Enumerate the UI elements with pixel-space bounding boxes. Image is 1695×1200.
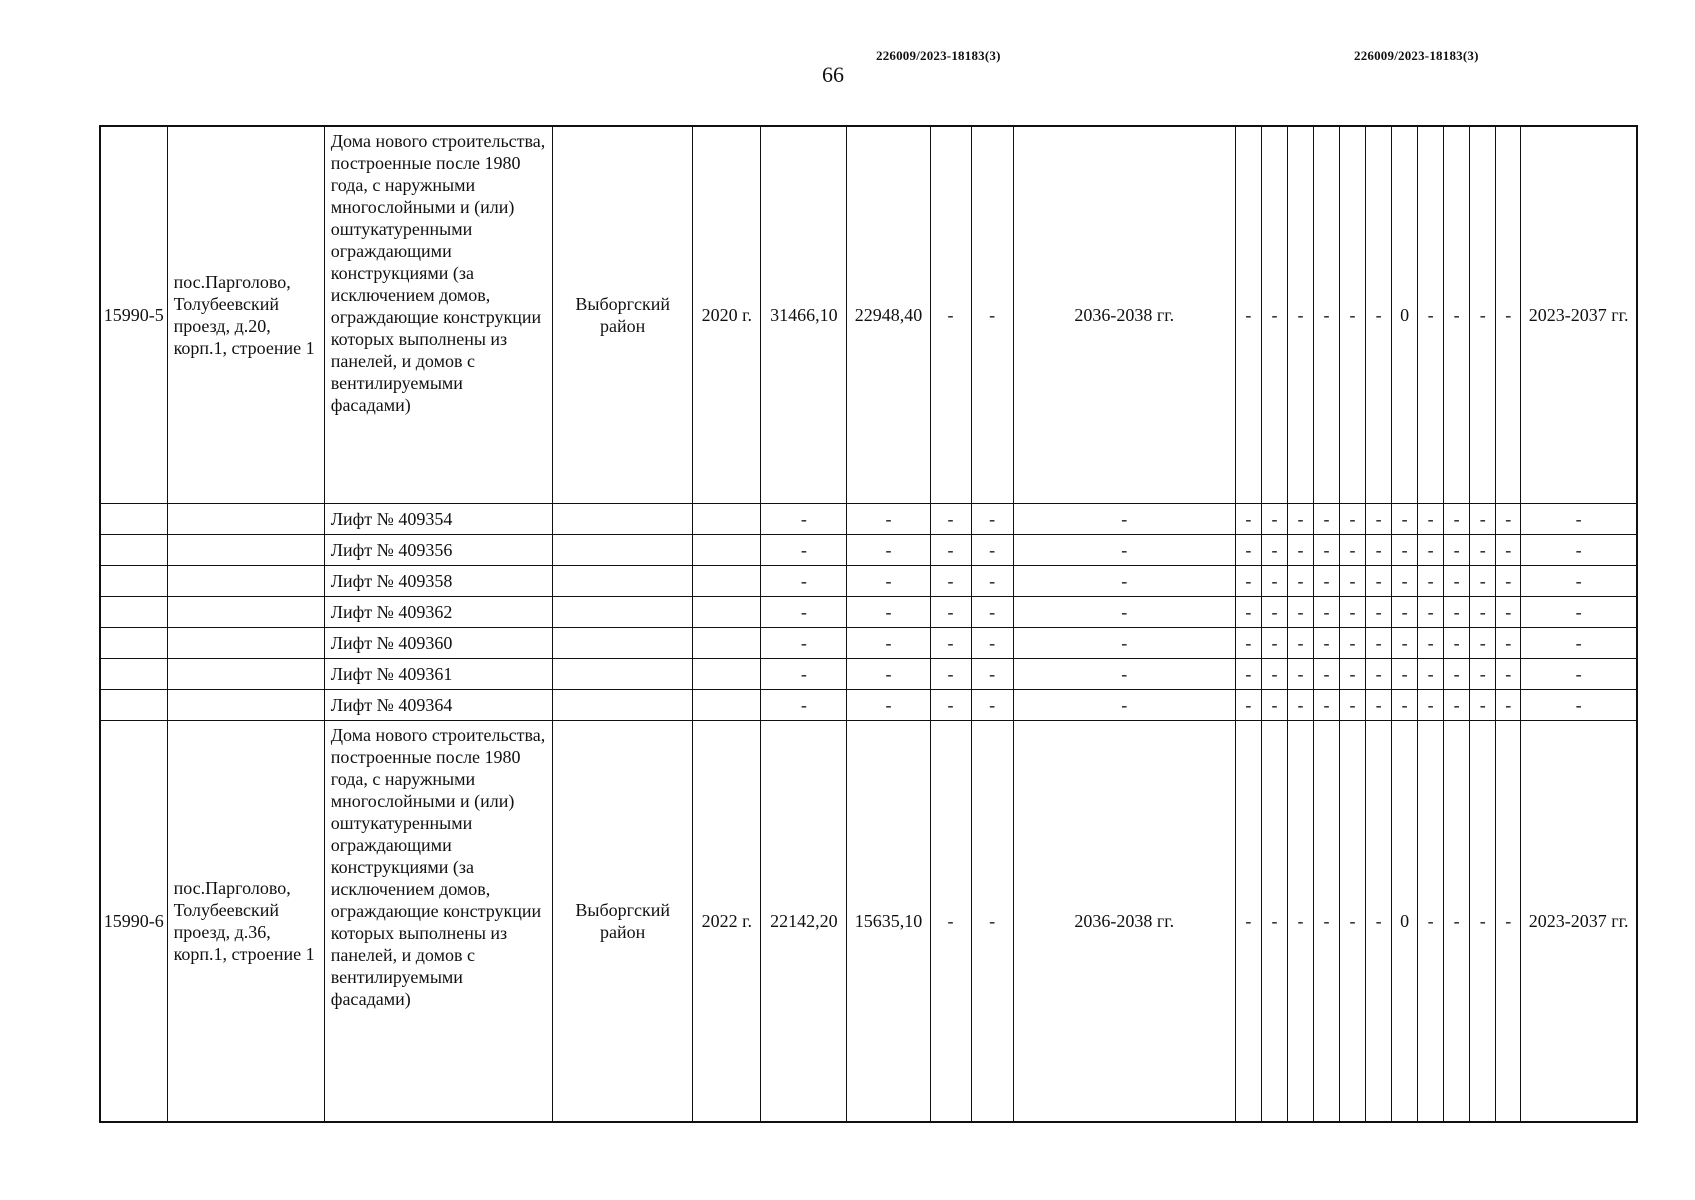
cell: -	[1521, 596, 1637, 627]
cell: -	[1013, 627, 1235, 658]
building-district: Выборгский район	[553, 126, 693, 503]
cell: -	[1444, 534, 1470, 565]
cell: -	[1470, 658, 1496, 689]
cell: -	[1392, 534, 1418, 565]
cell: -	[1418, 720, 1444, 1122]
lift-name: Лифт № 409364	[324, 689, 552, 720]
cell: -	[1470, 534, 1496, 565]
cell: -	[1013, 596, 1235, 627]
cell	[693, 565, 761, 596]
cell: -	[1521, 565, 1637, 596]
building-address: пос.Парголово, Толубеевский проезд, д.20, корп.1, строение 1	[167, 126, 324, 503]
building-description: Дома нового строительства, построенные после 1980 года, с наружными многослойными и (или) оштукатуренными ограждающими конструкциями (за исключением домов, ограждающие конструкции которых выполнены из панелей, и домов с вентилируемыми фасадами)	[324, 126, 552, 503]
cell	[100, 596, 167, 627]
table-row	[100, 503, 1637, 534]
cell: -	[1235, 503, 1261, 534]
document-number-right: 226009/2023-18183(3)	[1354, 48, 1479, 63]
table-row	[100, 596, 1637, 627]
cell: -	[1340, 503, 1366, 534]
cell: -	[930, 658, 971, 689]
cell: -	[1261, 720, 1287, 1122]
cell	[693, 658, 761, 689]
cell: -	[1366, 627, 1392, 658]
cell: -	[1340, 534, 1366, 565]
cell: -	[1314, 689, 1340, 720]
cell	[553, 596, 693, 627]
cell: -	[1013, 689, 1235, 720]
cell	[100, 503, 167, 534]
cell: -	[1496, 627, 1521, 658]
cell: -	[847, 658, 930, 689]
cell: -	[1366, 503, 1392, 534]
building-area-total: 22142,20	[761, 720, 847, 1122]
cell: -	[1496, 565, 1521, 596]
cell: -	[1444, 627, 1470, 658]
cell: -	[1521, 503, 1637, 534]
cell	[167, 534, 324, 565]
cell: -	[1496, 126, 1521, 503]
cell	[693, 534, 761, 565]
building-description: Дома нового строительства, построенные после 1980 года, с наружными многослойными и (или) оштукатуренными ограждающими конструкциями (за исключением домов, ограждающие конструкции которых выполнены из панелей, и домов с вентилируемыми фасадами)	[324, 720, 552, 1122]
cell: -	[1521, 534, 1637, 565]
cell: -	[1261, 534, 1287, 565]
cell: -	[1496, 658, 1521, 689]
cell	[553, 503, 693, 534]
cell	[693, 627, 761, 658]
cell: -	[971, 720, 1013, 1122]
cell: -	[930, 534, 971, 565]
cell: -	[1235, 596, 1261, 627]
cell: -	[1314, 596, 1340, 627]
cell: -	[1314, 126, 1340, 503]
cell: -	[847, 689, 930, 720]
building-term: 2023-2037 гг.	[1521, 126, 1637, 503]
cell: -	[1521, 689, 1637, 720]
cell: -	[1418, 689, 1444, 720]
cell	[167, 627, 324, 658]
cell: -	[930, 627, 971, 658]
page-number: 66	[822, 62, 844, 87]
building-area-living: 15635,10	[847, 720, 930, 1122]
cell: -	[761, 689, 847, 720]
cell: -	[1013, 503, 1235, 534]
cell	[167, 658, 324, 689]
cell: -	[761, 565, 847, 596]
document-number-left: 226009/2023-18183(3)	[876, 48, 1001, 63]
cell: -	[1470, 503, 1496, 534]
cell	[553, 689, 693, 720]
lift-name: Лифт № 409361	[324, 658, 552, 689]
cell: -	[1314, 720, 1340, 1122]
cell: -	[1340, 627, 1366, 658]
cell: -	[1261, 627, 1287, 658]
cell: -	[761, 534, 847, 565]
cell: -	[1314, 534, 1340, 565]
cell: -	[1418, 658, 1444, 689]
cell: -	[1392, 658, 1418, 689]
cell: -	[1444, 689, 1470, 720]
cell: -	[1444, 565, 1470, 596]
table-row	[100, 720, 1637, 1122]
cell: -	[1235, 565, 1261, 596]
cell: -	[1392, 596, 1418, 627]
cell: -	[1340, 689, 1366, 720]
cell: -	[1444, 658, 1470, 689]
cell: -	[1287, 689, 1313, 720]
table-row	[100, 658, 1637, 689]
cell: -	[1314, 627, 1340, 658]
cell: -	[1521, 627, 1637, 658]
cell: -	[1444, 126, 1470, 503]
building-address: пос.Парголово, Толубеевский проезд, д.36, корп.1, строение 1	[167, 720, 324, 1122]
cell: -	[930, 503, 971, 534]
cell: -	[1261, 126, 1287, 503]
building-year: 2020 г.	[693, 126, 761, 503]
cell: -	[1287, 627, 1313, 658]
cell: -	[1418, 565, 1444, 596]
building-term: 2023-2037 гг.	[1521, 720, 1637, 1122]
building-area-living: 22948,40	[847, 126, 930, 503]
cell: -	[930, 596, 971, 627]
table-row	[100, 534, 1637, 565]
cell: -	[761, 596, 847, 627]
cell: -	[1496, 689, 1521, 720]
cell: -	[1470, 596, 1496, 627]
cell: -	[1418, 627, 1444, 658]
cell: -	[971, 126, 1013, 503]
cell: -	[930, 126, 971, 503]
cell	[553, 627, 693, 658]
cell	[693, 503, 761, 534]
cell: -	[1444, 720, 1470, 1122]
cell: -	[1418, 596, 1444, 627]
cell: -	[1418, 534, 1444, 565]
cell: -	[847, 534, 930, 565]
cell: -	[1235, 534, 1261, 565]
table-row	[100, 565, 1637, 596]
cell: -	[1470, 565, 1496, 596]
cell: -	[761, 658, 847, 689]
cell: -	[847, 503, 930, 534]
cell: -	[761, 503, 847, 534]
table-row	[100, 126, 1637, 503]
cell: -	[1261, 503, 1287, 534]
cell: -	[1340, 565, 1366, 596]
lift-name: Лифт № 409360	[324, 627, 552, 658]
cell	[100, 534, 167, 565]
cell: -	[1287, 565, 1313, 596]
cell: -	[971, 565, 1013, 596]
cell	[693, 596, 761, 627]
cell: -	[1013, 565, 1235, 596]
cell: -	[1366, 658, 1392, 689]
cell: -	[971, 658, 1013, 689]
cell	[167, 565, 324, 596]
cell: -	[1366, 720, 1392, 1122]
cell: -	[1521, 658, 1637, 689]
cell: 0	[1392, 126, 1418, 503]
cell: -	[1314, 565, 1340, 596]
cell: -	[930, 689, 971, 720]
cell: -	[1496, 534, 1521, 565]
cell: -	[1340, 720, 1366, 1122]
cell: -	[1340, 126, 1366, 503]
cell: -	[1392, 565, 1418, 596]
cell	[693, 689, 761, 720]
cell: -	[1235, 689, 1261, 720]
cell: -	[1392, 503, 1418, 534]
cell: 0	[1392, 720, 1418, 1122]
building-district: Выборгский район	[553, 720, 693, 1122]
cell: -	[1287, 534, 1313, 565]
table-row	[100, 689, 1637, 720]
cell: -	[1496, 503, 1521, 534]
cell	[553, 565, 693, 596]
cell: -	[1418, 503, 1444, 534]
cell: -	[1013, 534, 1235, 565]
building-area-total: 31466,10	[761, 126, 847, 503]
cell: -	[1287, 126, 1313, 503]
cell: -	[847, 627, 930, 658]
cell: -	[1470, 720, 1496, 1122]
cell: -	[1261, 596, 1287, 627]
cell: -	[1235, 658, 1261, 689]
cell	[100, 565, 167, 596]
cell: -	[1392, 689, 1418, 720]
table-row	[100, 627, 1637, 658]
building-id: 15990-6	[100, 720, 167, 1122]
cell: -	[1235, 126, 1261, 503]
building-year: 2022 г.	[693, 720, 761, 1122]
cell: -	[1261, 689, 1287, 720]
cell: -	[1314, 503, 1340, 534]
cell: -	[1366, 689, 1392, 720]
cell: -	[1340, 658, 1366, 689]
cell	[553, 658, 693, 689]
cell	[100, 627, 167, 658]
lift-name: Лифт № 409356	[324, 534, 552, 565]
cell: -	[847, 565, 930, 596]
cell: -	[1235, 627, 1261, 658]
cell	[167, 689, 324, 720]
cell: -	[971, 627, 1013, 658]
cell: -	[971, 596, 1013, 627]
cell: -	[761, 627, 847, 658]
lift-name: Лифт № 409354	[324, 503, 552, 534]
cell: -	[930, 565, 971, 596]
cell: -	[1287, 503, 1313, 534]
cell: -	[1392, 627, 1418, 658]
cell: -	[1287, 658, 1313, 689]
housing-table	[99, 125, 1638, 1123]
cell	[167, 503, 324, 534]
cell: -	[1366, 126, 1392, 503]
cell: -	[1470, 689, 1496, 720]
cell: -	[1287, 720, 1313, 1122]
building-period: 2036-2038 гг.	[1013, 126, 1235, 503]
cell	[553, 534, 693, 565]
cell: -	[1287, 596, 1313, 627]
cell	[167, 596, 324, 627]
cell: -	[1340, 596, 1366, 627]
cell: -	[1444, 596, 1470, 627]
building-id: 15990-5	[100, 126, 167, 503]
cell	[100, 658, 167, 689]
cell: -	[1470, 627, 1496, 658]
cell: -	[1444, 503, 1470, 534]
building-period: 2036-2038 гг.	[1013, 720, 1235, 1122]
cell: -	[1418, 126, 1444, 503]
cell: -	[1366, 565, 1392, 596]
cell: -	[1496, 720, 1521, 1122]
cell: -	[971, 689, 1013, 720]
cell: -	[1366, 596, 1392, 627]
cell: -	[847, 596, 930, 627]
lift-name: Лифт № 409358	[324, 565, 552, 596]
cell	[100, 689, 167, 720]
lift-name: Лифт № 409362	[324, 596, 552, 627]
cell: -	[1261, 658, 1287, 689]
cell: -	[1470, 126, 1496, 503]
cell: -	[1314, 658, 1340, 689]
cell: -	[1496, 596, 1521, 627]
cell: -	[1235, 720, 1261, 1122]
cell: -	[930, 720, 971, 1122]
cell: -	[971, 503, 1013, 534]
cell: -	[1366, 534, 1392, 565]
cell: -	[1013, 658, 1235, 689]
cell: -	[971, 534, 1013, 565]
cell: -	[1261, 565, 1287, 596]
